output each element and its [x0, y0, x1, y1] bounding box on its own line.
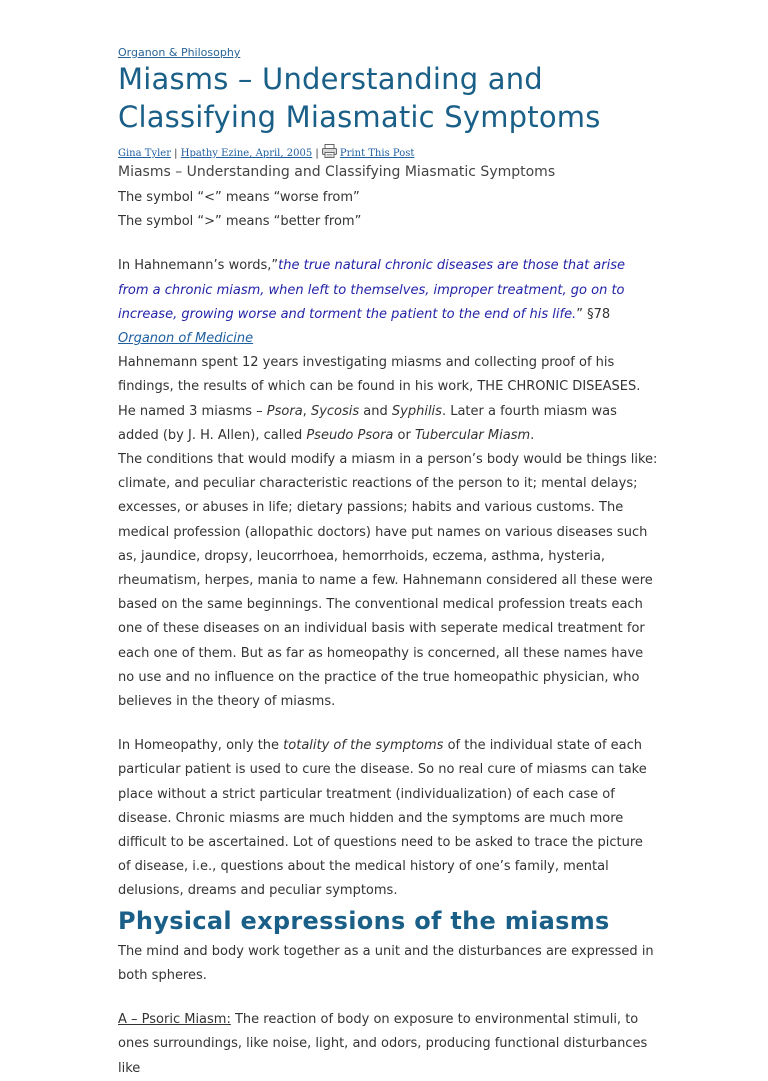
text: Hahnemann spent 12 years investigating miasms and collecting proof of his findings, the results of which can be found in his work, THE CHRONIC DISEASES. He named 3 miasms – — [118, 355, 641, 419]
author-link[interactable]: Gina Tyler — [118, 148, 171, 159]
quote-paragraph — [118, 254, 658, 351]
pseudo-psora-term: Pseudo Psora — [306, 427, 394, 443]
psoric-paragraph — [118, 1008, 658, 1081]
text: . Later a fourth miasm was added (by J. H. Allen), called — [118, 403, 617, 443]
text: of the individual state of each particular patient is used to cure the disease. So no real cure of miasms can take place without a strict particular treatment (individualization) of each case of disease. Chronic miasms are much hidden and the symptoms are much more difficult to be ascertained. Lot of questions need to be asked to trace the picture of disease, i.e., questions about the medical history of one’s family, mental delusions, dreams and peculiar symptoms. — [118, 738, 647, 899]
quote-lead: In Hahnemann’s words,” — [118, 258, 279, 274]
text: and — [359, 403, 392, 419]
symbol-better-line: The symbol “>” means “better from” — [118, 214, 362, 230]
subtitle: Miasms – Understanding and Classifying Miasmatic Symptoms — [118, 164, 556, 180]
meta-separator: | — [312, 148, 322, 159]
print-post-link[interactable]: Print This Post — [339, 148, 415, 159]
meta-separator: | — [170, 148, 181, 159]
hahnemann-quote: the true natural chronic diseases are those that arise from a chronic miasm, when left to themselves, improper treatment, go on to increase, growing worse and torment the patient to the end of his life. — [118, 258, 626, 322]
tubercular-miasm-term: Tubercular Miasm — [414, 427, 531, 443]
hahnemann-paragraph — [118, 351, 658, 448]
syphilis-term: Syphilis — [391, 403, 442, 419]
text: The reaction of body on exposure to environmental stimuli, to ones surroundings, like noise, light, and odors, producing functional disturbances like — [118, 1012, 648, 1076]
source-link[interactable]: Hpathy Ezine, April, 2005 — [180, 148, 313, 159]
text: or — [393, 427, 415, 443]
homeopathy-paragraph — [118, 734, 658, 903]
page-title: Miasms – Understanding and Classifying Miasmatic Symptoms — [118, 62, 601, 134]
section-heading: Physical expressions of the miasms — [118, 906, 610, 935]
text: , — [302, 403, 311, 419]
text: . — [530, 427, 535, 443]
totality-term: totality of the symptoms — [283, 738, 444, 754]
article-body — [118, 186, 658, 1081]
sycosis-term: Sycosis — [310, 403, 360, 419]
paragraph-gap — [118, 234, 658, 254]
psora-term: Psora — [266, 403, 303, 419]
paragraph-gap — [118, 714, 658, 734]
symbol-worse-line: The symbol “<” means “worse from” — [118, 190, 360, 205]
text: In Homeopathy, only the — [118, 738, 284, 754]
printer-icon[interactable] — [322, 144, 337, 158]
category-link[interactable]: Organon & Philosophy — [118, 46, 241, 59]
organon-link[interactable]: Organon of Medicine — [118, 331, 254, 347]
conditions-paragraph: The conditions that would modify a miasm in a person’s body would be things like: climate, and peculiar characteristic reactions of the person to it; mental delays; excesses, or abuses in life; dietary passions; habits and various customs. The medical profession (allopathic doctors) have put names on various diseases such as, jaundice, dropsy, leucorrhoea, hemorrhoids, eczema, asthma, hysteria, rheumatism, herpes, mania to name a few. Hahnemann considered all these were based on the same beginnings. The conventional medical profession treats each one of these diseases on an individual basis with seperate medical treatment for each one of them. But as far as homeopathy is concerned, all these names have no use and no influence on the practice of the true homeopathic physician, who believes in the theory of miasms. — [118, 452, 658, 710]
post-meta — [118, 144, 414, 159]
psoric-miasm-label: A – Psoric Miasm: — [118, 1012, 231, 1028]
quote-after: ” §78 — [576, 306, 611, 322]
mind-body-paragraph: The mind and body work together as a unit and the disturbances are expressed in both spheres. — [118, 943, 654, 983]
paragraph-gap — [118, 988, 658, 1008]
